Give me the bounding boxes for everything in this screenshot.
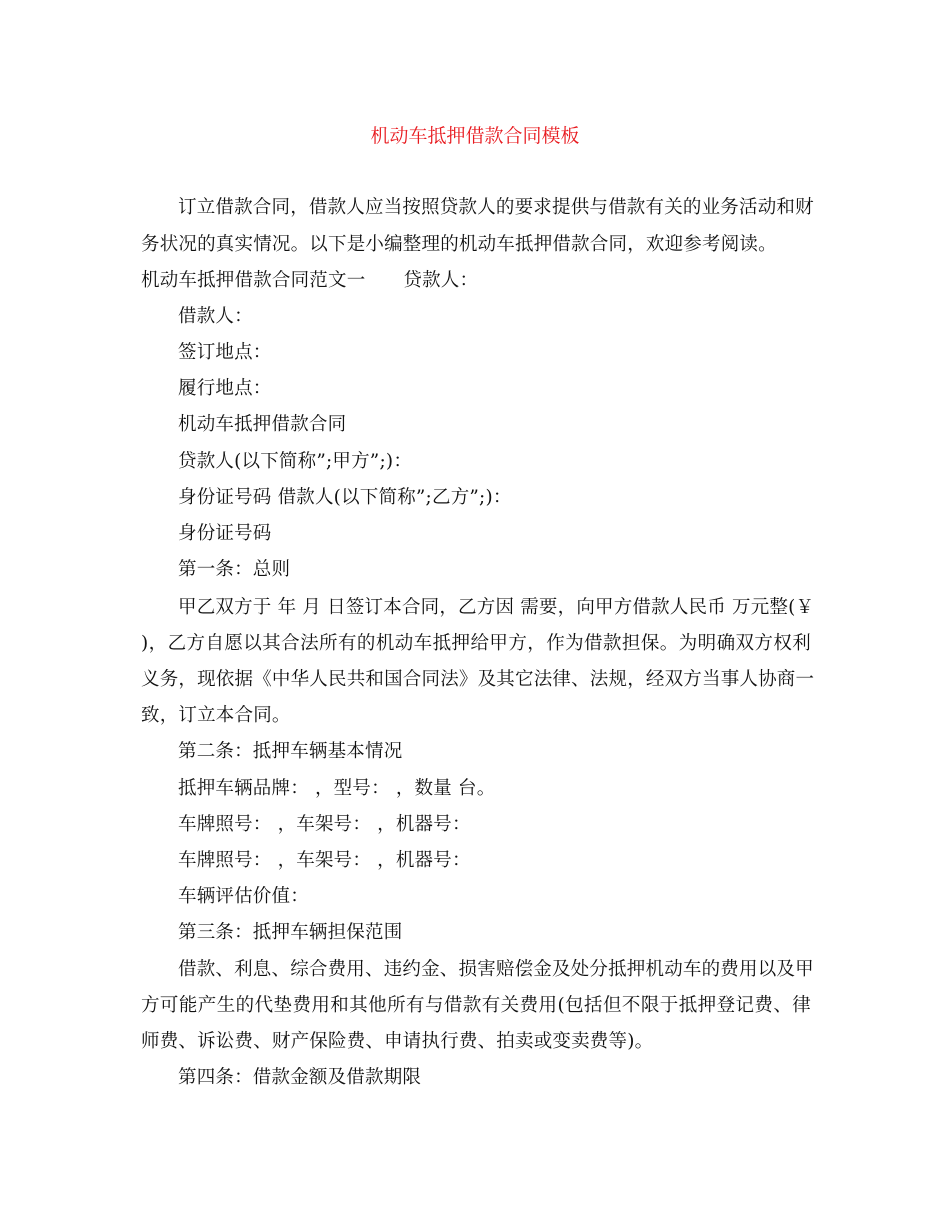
section-label: 机动车抵押借款合同范文一	[141, 270, 366, 291]
article-2-line-3: 车牌照号： ，车架号： ，机器号：	[178, 850, 471, 871]
id-number-field: 身份证号码	[178, 523, 272, 544]
document-title: 机动车抵押借款合同模板	[370, 125, 580, 147]
article-1-line-1: 甲乙双方于 年 月 日签订本合同，乙方因 需要，向甲方借款人民币 万元整(￥	[178, 597, 815, 618]
lender-label: 贷款人：	[403, 270, 479, 291]
intro-line-2: 务状况的真实情况。以下是小编整理的机动车抵押借款合同，欢迎参考阅读。	[141, 234, 777, 255]
article-1-line-3: 义务，现依据《中华人民共和国合同法》及其它法律、法规，经双方当事人协商一	[141, 669, 815, 690]
contract-name: 机动车抵押借款合同	[178, 414, 347, 435]
article-3-line-3: 师费、诉讼费、财产保险费、申请执行费、拍卖或变卖费等)。	[141, 1031, 654, 1052]
id-and-party-b-field: 身份证号码 借款人(以下简称”;乙方”;)：	[178, 487, 512, 508]
section-heading-row	[141, 269, 478, 293]
sign-place-field: 签订地点：	[178, 342, 272, 363]
article-1-line-2: )，乙方自愿以其合法所有的机动车抵押给甲方，作为借款担保。为明确双方权利	[141, 633, 811, 654]
borrower-field: 借款人：	[178, 306, 253, 327]
article-3-line-2: 方可能产生的代垫费用和其他所有与借款有关费用(包括但不限于抵押登记费、律	[141, 995, 811, 1016]
article-1-line-4: 致，订立本合同。	[141, 705, 291, 726]
article-2-line-2: 车牌照号： ，车架号： ，机器号：	[178, 814, 471, 835]
article-1-heading: 第一条：总则	[178, 559, 291, 580]
article-4-heading: 第四条：借款金额及借款期限	[178, 1067, 422, 1088]
article-3-line-1: 借款、利息、综合费用、违约金、损害赔偿金及处分抵押机动车的费用以及甲	[178, 959, 814, 980]
article-2-line-4: 车辆评估价值：	[178, 886, 309, 907]
intro-line-1: 订立借款合同，借款人应当按照贷款人的要求提供与借款有关的业务活动和财	[178, 197, 814, 218]
article-2-line-1: 抵押车辆品牌： ，型号： ，数量 台。	[178, 778, 496, 799]
perform-place-field: 履行地点：	[178, 378, 272, 399]
article-3-heading: 第三条：抵押车辆担保范围	[178, 922, 403, 943]
article-2-heading: 第二条：抵押车辆基本情况	[178, 741, 403, 762]
party-a-field: 贷款人(以下简称”;甲方”;)：	[178, 451, 413, 472]
